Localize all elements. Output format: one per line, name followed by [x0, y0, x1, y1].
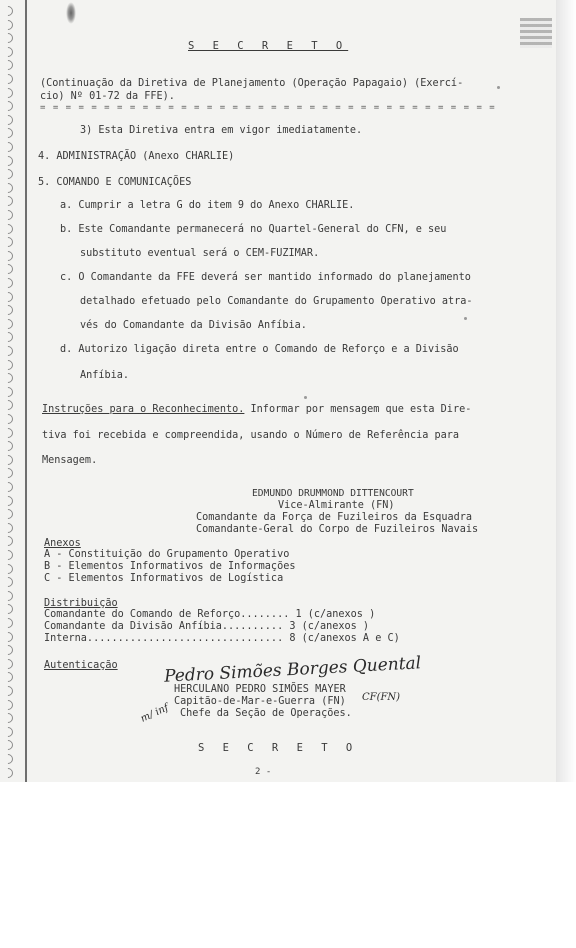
binder-hole [1, 126, 15, 140]
item-a: a. Cumprir a letra G do item 9 do Anexo CHARLIE. [60, 200, 355, 211]
handwritten-signature: Pedro Simões Borges Quental [163, 653, 422, 687]
binder-hole [1, 738, 15, 752]
binder-hole [1, 235, 15, 249]
binder-hole [1, 330, 15, 344]
binder-hole [1, 222, 15, 236]
item-c-line-3: vés do Comandante da Divisão Anfíbia. [80, 320, 307, 331]
ink-speck [304, 396, 307, 399]
acknowledgement-line-3: Mensagem. [42, 455, 98, 466]
item-c-line-2: detalhado efetuado pelo Comandante do Grupamento Operativo atra- [80, 296, 473, 307]
separator-line: = = = = = = = = = = = = = = = = = = = = = = = = = = = = = = = = = = = = [40, 103, 496, 113]
binder-hole [1, 494, 15, 508]
binder-hole [1, 154, 15, 168]
signatory-rank: Vice-Almirante (FN) [278, 500, 395, 511]
item-c-line-1: c. O Comandante da FFE deverá ser mantido informado do planejamento [60, 272, 471, 283]
authenticator-name: HERCULANO PEDRO SIMÕES MAYER [174, 684, 346, 695]
binder-hole [1, 358, 15, 372]
annexes-heading: Anexos [44, 538, 81, 549]
classification-header: S E C R E T O [188, 40, 349, 52]
binder-hole [1, 684, 15, 698]
binder-hole [1, 602, 15, 616]
authentication-heading: Autenticação [44, 660, 118, 671]
distribution-heading: Distribuição [44, 598, 118, 609]
binder-hole [1, 290, 15, 304]
paper-corner-mark [520, 18, 552, 48]
ink-speck [497, 86, 500, 89]
binder-hole [1, 181, 15, 195]
item-3: 3) Esta Diretiva entra em vigor imediatamente. [80, 125, 363, 136]
binder-hole [1, 167, 15, 181]
binder-hole [1, 194, 15, 208]
signatory-name: EDMUNDO DRUMMOND DITTENCOURT [252, 488, 414, 499]
acknowledgement-line-1 [42, 404, 471, 416]
annex-item: A - Constituição do Grupamento Operativo [44, 549, 290, 560]
page-edge-shadow [556, 0, 576, 782]
binder-hole [1, 589, 15, 603]
signatory-title-2: Comandante-Geral do Corpo de Fuzileiros Navais [196, 524, 479, 535]
binder-hole [1, 534, 15, 548]
binder-hole [1, 262, 15, 276]
binder-hole [1, 752, 15, 766]
ink-speck [464, 317, 467, 320]
paper-scuff [66, 2, 76, 24]
binder-hole [1, 72, 15, 86]
intro-line-2: cio) Nº 01-72 da FFE). [40, 91, 175, 102]
binder-hole [1, 99, 15, 113]
binder-hole [1, 521, 15, 535]
acknowledgement-label: Instruções para o Reconhecimento. [42, 404, 245, 415]
binder-hole [1, 344, 15, 358]
item-d-line-2: Anfíbia. [80, 370, 130, 381]
binder-hole [1, 317, 15, 331]
section-4-heading: 4. ADMINISTRAÇÃO (Anexo CHARLIE) [38, 151, 235, 162]
binder-hole [1, 725, 15, 739]
binder-hole [1, 466, 15, 480]
binder-hole [1, 711, 15, 725]
binder-hole [1, 45, 15, 59]
binder-hole [1, 249, 15, 263]
binder-hole [1, 616, 15, 630]
binder-hole [1, 766, 15, 780]
margin-handwritten-note: m/ inf [139, 702, 171, 725]
authenticator-rank: Capitão-de-Mar-e-Guerra (FN) [174, 696, 346, 707]
binder-hole [1, 18, 15, 32]
binder-hole [1, 86, 15, 100]
binder-hole [1, 276, 15, 290]
intro-line-1: (Continuação da Diretiva de Planejamento (Operação Papagaio) (Exercí- [40, 78, 464, 89]
binder-hole [1, 507, 15, 521]
binder-holes [0, 0, 14, 782]
section-5-heading: 5. COMANDO E COMUNICAÇÕES [38, 177, 192, 188]
margin-rule [25, 0, 27, 782]
binder-hole [1, 4, 15, 18]
binder-hole [1, 643, 15, 657]
binder-hole [1, 480, 15, 494]
binder-hole [1, 657, 15, 671]
acknowledgement-text: Informar por mensagem que esta Dire- [244, 404, 472, 415]
binder-hole [1, 385, 15, 399]
binder-hole [1, 113, 15, 127]
annex-item: B - Elementos Informativos de Informações [44, 561, 296, 572]
authenticator-role: Chefe da Seção de Operações. [180, 708, 352, 719]
item-b-line-2: substituto eventual será o CEM-FUZIMAR. [80, 248, 320, 259]
binder-hole [1, 562, 15, 576]
item-d-line-1: d. Autorizo ligação direta entre o Comando de Reforço e a Divisão [60, 344, 459, 355]
binder-hole [1, 426, 15, 440]
page-number: 2 - [255, 767, 272, 777]
binder-hole [1, 698, 15, 712]
binder-hole [1, 208, 15, 222]
signatory-title-1: Comandante da Força de Fuzileiros da Esquadra [196, 512, 473, 523]
distribution-item: Comandante da Divisão Anfíbia.......... 3 (c/anexos ) [44, 621, 370, 632]
binder-hole [1, 371, 15, 385]
binder-hole [1, 58, 15, 72]
binder-hole [1, 140, 15, 154]
binder-hole [1, 630, 15, 644]
authenticator-rank-handwritten: CF(FN) [362, 692, 401, 703]
binder-hole [1, 439, 15, 453]
classification-footer: S E C R E T O [198, 742, 359, 754]
binder-hole [1, 398, 15, 412]
acknowledgement-line-2: tiva foi recebida e compreendida, usando o Número de Referência para [42, 430, 460, 441]
binder-hole [1, 31, 15, 45]
distribution-item: Comandante do Comando de Reforço........ 1 (c/anexos ) [44, 609, 376, 620]
annex-item: C - Elementos Informativos de Logística [44, 573, 284, 584]
distribution-item: Interna................................ 8 (c/anexos A e C) [44, 633, 400, 644]
binder-hole [1, 412, 15, 426]
binder-hole [1, 670, 15, 684]
binder-hole [1, 548, 15, 562]
binder-hole [1, 453, 15, 467]
binder-hole [1, 303, 15, 317]
item-b-line-1: b. Este Comandante permanecerá no Quartel-General do CFN, e seu [60, 224, 447, 235]
binder-hole [1, 575, 15, 589]
